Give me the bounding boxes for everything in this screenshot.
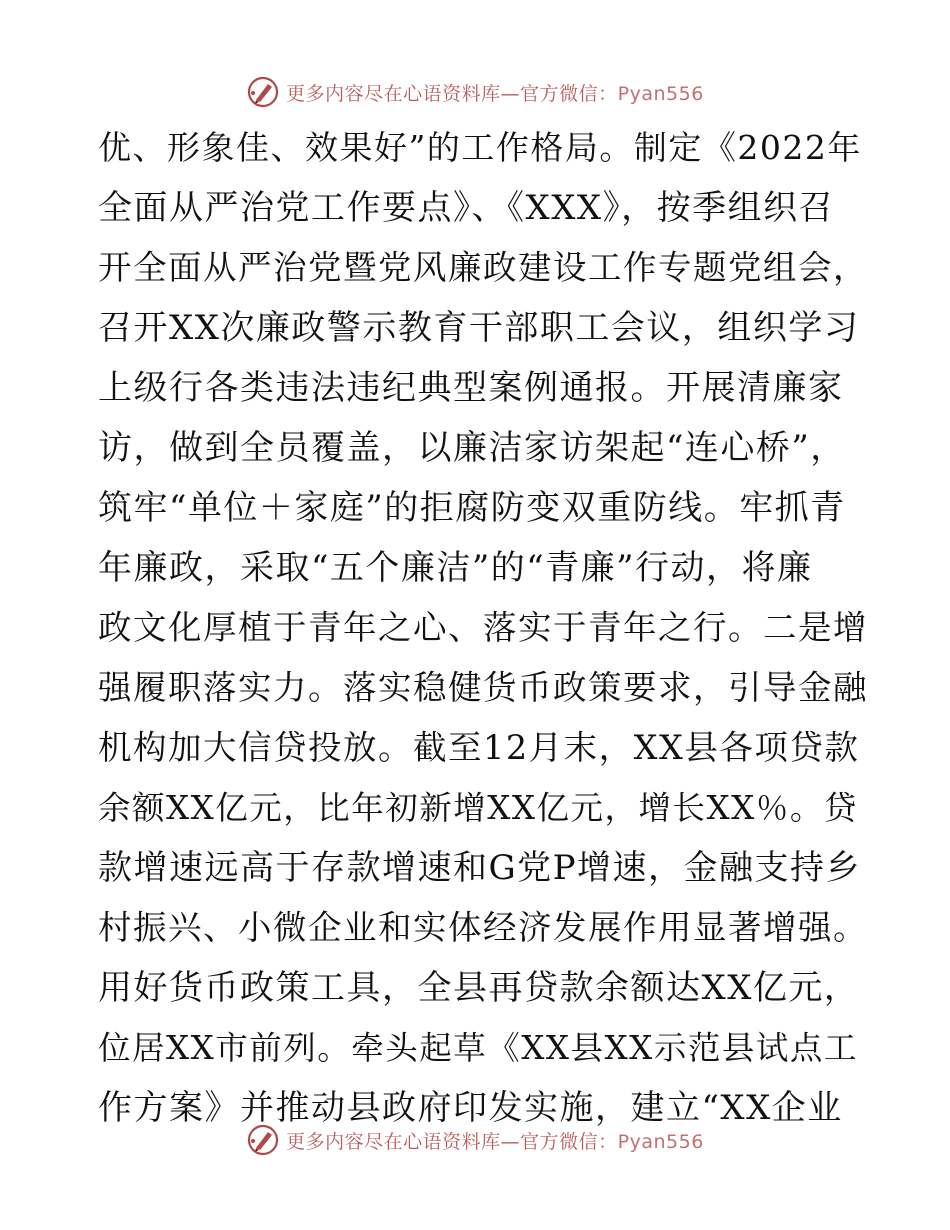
text-line: 村振兴、小微企业和实体经济发展作用显著增强。 (98, 908, 868, 947)
text-line: 余额XX亿元，比年初新增XX亿元，增长XX％。贷 (98, 789, 858, 827)
text-line: 访，做到全员覆盖，以廉洁家访架起“连心桥”， (98, 428, 846, 468)
watermark-text: 更多内容尽在心语资料库—官方微信：Pyan556 (286, 1130, 704, 1153)
pen-logo-icon (246, 75, 280, 109)
text-line: 作方案》并推动县政府印发实施，建立“XX企业 (98, 1088, 843, 1128)
watermark-text: 更多内容尽在心语资料库—官方微信：Pyan556 (286, 82, 704, 105)
text-line: 年廉政，采取“五个廉洁”的“青廉”行动，将廉 (98, 548, 813, 588)
pen-logo-icon (246, 1123, 280, 1157)
text-line: 开全面从严治党暨党风廉政建设工作专题党组会， (98, 248, 868, 287)
text-line: 位居XX市前列。牵头起草《XX县XX示范县试点工 (98, 1029, 858, 1067)
text-line: 优、形象佳、效果好”的工作格局。制定《2022年 (98, 128, 862, 167)
text-line: 召开XX次廉政警示教育干部职工会议，组织学习 (98, 308, 860, 348)
text-line: 款增速远高于存款增速和G党P增速，金融支持乡 (98, 848, 862, 888)
text-line: 政文化厚植于青年之心、落实于青年之行。二是增 (98, 608, 868, 647)
text-line: 筑牢“单位＋家庭”的拒腐防变双重防线。牢抓青 (98, 488, 846, 528)
text-line: 上级行各类违法违纪典型案例通报。开展清廉家 (98, 368, 844, 408)
text-line: 强履职落实力。落实稳健货币政策要求，引导金融 (98, 668, 868, 707)
text-line: 用好货币政策工具，全县再贷款余额达XX亿元， (98, 968, 860, 1008)
footer-watermark (0, 1120, 950, 1160)
header-watermark (0, 72, 950, 112)
text-line: 机构加大信贷投放。截至12月末，XX县各项贷款 (98, 728, 860, 767)
document-body (98, 118, 868, 1138)
text-line: 全面从严治党工作要点》、《XXX》，按季组织召 (98, 188, 835, 228)
